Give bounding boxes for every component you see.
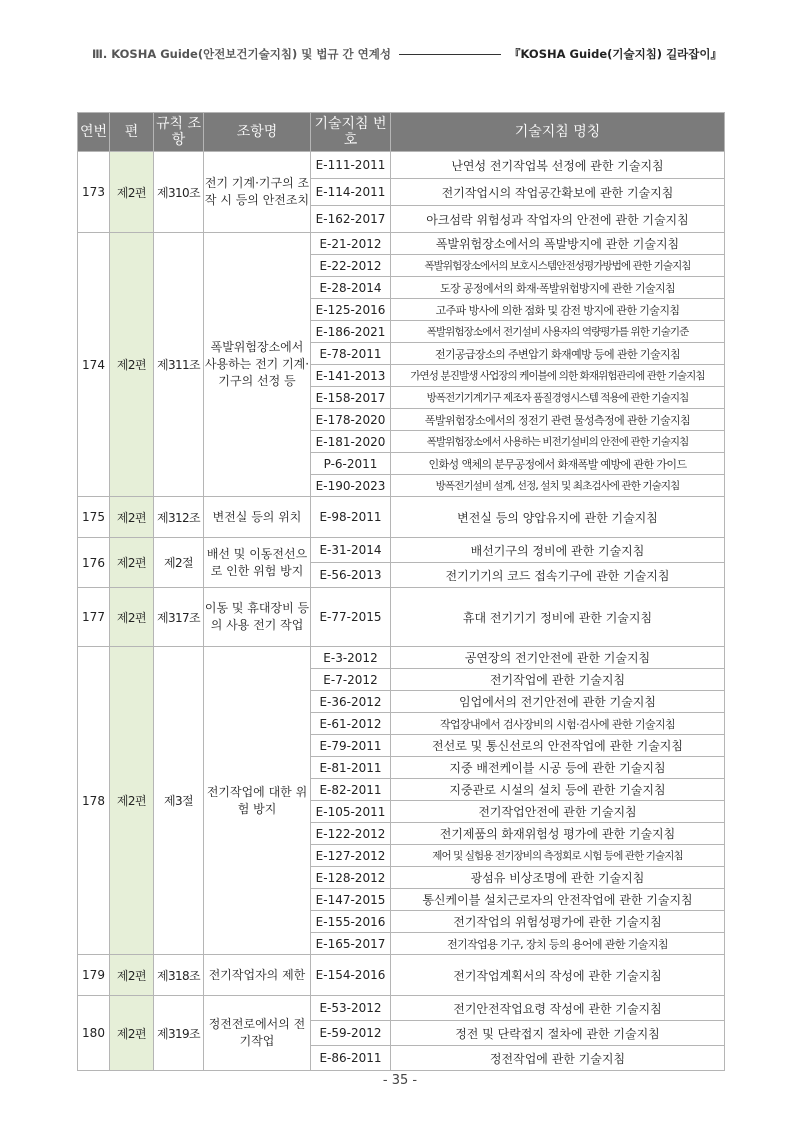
guide-name: 작업장내에서 검사장비의 시험·검사에 관한 기술지침 (391, 713, 725, 735)
col-header-name: 기술지침 명칭 (391, 113, 725, 152)
guide-name: 전선로 및 통신선로의 안전작업에 관한 기술지침 (391, 735, 725, 757)
guide-code: E-77-2015 (311, 588, 391, 647)
table-row (78, 955, 725, 996)
col-header-article: 규칙 조항 (154, 113, 204, 152)
group-article: 제310조 (154, 152, 204, 233)
guide-code: E-7-2012 (311, 669, 391, 691)
group-part: 제2편 (110, 233, 154, 497)
guide-name: 가연성 분진발생 사업장의 케이블에 의한 화재위험관리에 관한 기술지침 (391, 365, 725, 387)
guide-name: 전기작업의 위험성평가에 관한 기술지침 (391, 911, 725, 933)
guide-name: 휴대 전기기기 정비에 관한 기술지침 (391, 588, 725, 647)
group-no: 179 (78, 955, 110, 996)
guide-code: E-21-2012 (311, 233, 391, 255)
group-title: 배선 및 이동전선으로 인한 위험 방지 (204, 538, 311, 588)
guide-name: 인화성 액체의 분무공정에서 화재폭발 예방에 관한 가이드 (391, 453, 725, 475)
guide-name: 폭발위험장소에서의 정전기 관련 물성측정에 관한 기술지침 (391, 409, 725, 431)
guide-name: 전기제품의 화재위험성 평가에 관한 기술지침 (391, 823, 725, 845)
guide-name: 전기작업에 관한 기술지침 (391, 669, 725, 691)
group-no: 176 (78, 538, 110, 588)
guide-code: E-125-2016 (311, 299, 391, 321)
guide-name: 폭발위험장소에서의 폭발방지에 관한 기술지침 (391, 233, 725, 255)
col-header-part: 편 (110, 113, 154, 152)
group-article: 제312조 (154, 497, 204, 538)
guide-name: 정전작업에 관한 기술지침 (391, 1046, 725, 1071)
guide-code: E-122-2012 (311, 823, 391, 845)
guide-code: E-111-2011 (311, 152, 391, 179)
guide-code: E-155-2016 (311, 911, 391, 933)
group-no: 173 (78, 152, 110, 233)
table-row (78, 497, 725, 538)
group-no: 178 (78, 647, 110, 955)
guide-code: E-141-2013 (311, 365, 391, 387)
guide-code: E-81-2011 (311, 757, 391, 779)
group-article: 제311조 (154, 233, 204, 497)
guide-name: 도장 공정에서의 화재·폭발위험방지에 관한 기술지침 (391, 277, 725, 299)
group-article: 제317조 (154, 588, 204, 647)
running-header (92, 46, 722, 62)
guide-table (77, 112, 725, 1071)
col-header-title: 조항명 (204, 113, 311, 152)
guide-code: E-105-2011 (311, 801, 391, 823)
table-row (78, 538, 725, 563)
guide-code: E-165-2017 (311, 933, 391, 955)
guide-name: 배선기구의 정비에 관한 기술지침 (391, 538, 725, 563)
guide-name: 폭발위험장소에서 사용하는 비전기설비의 안전에 관한 기술지침 (391, 431, 725, 453)
guide-code: E-3-2012 (311, 647, 391, 669)
guide-code: E-158-2017 (311, 387, 391, 409)
header-rule (399, 54, 501, 55)
guide-name: 방폭전기기계기구 제조자 품질경영시스템 적용에 관한 기술지침 (391, 387, 725, 409)
guide-code: E-31-2014 (311, 538, 391, 563)
guide-code: E-53-2012 (311, 996, 391, 1021)
guide-name: 전기공급장소의 주변압기 화재예방 등에 관한 기술지침 (391, 343, 725, 365)
guide-code: E-28-2014 (311, 277, 391, 299)
group-title: 변전실 등의 위치 (204, 497, 311, 538)
group-part: 제2편 (110, 647, 154, 955)
group-part: 제2편 (110, 497, 154, 538)
group-part: 제2편 (110, 538, 154, 588)
guide-name: 제어 및 실험용 전기장비의 측정회로 시험 등에 관한 기술지침 (391, 845, 725, 867)
guide-name: 통신케이블 설치근로자의 안전작업에 관한 기술지침 (391, 889, 725, 911)
guide-name: 폭발위험장소에서 전기설비 사용자의 역량평가를 위한 기술기준 (391, 321, 725, 343)
group-part: 제2편 (110, 996, 154, 1071)
group-no: 180 (78, 996, 110, 1071)
col-header-no: 연번 (78, 113, 110, 152)
table-row (78, 588, 725, 647)
guide-name: 폭발위험장소에서의 보호시스템안전성평가방법에 관한 기술지침 (391, 255, 725, 277)
header-chapter-title: Ⅲ. KOSHA Guide(안전보건기술지침) 및 법규 간 연계성 (92, 47, 391, 61)
guide-name: 전기작업안전에 관한 기술지침 (391, 801, 725, 823)
guide-code: E-56-2013 (311, 563, 391, 588)
guide-code: P-6-2011 (311, 453, 391, 475)
group-title: 이동 및 휴대장비 등의 사용 전기 작업 (204, 588, 311, 647)
group-title: 폭발위험장소에서 사용하는 전기 기계·기구의 선정 등 (204, 233, 311, 497)
guide-code: E-86-2011 (311, 1046, 391, 1071)
group-part: 제2편 (110, 152, 154, 233)
group-article: 제319조 (154, 996, 204, 1071)
guide-name: 변전실 등의 양압유지에 관한 기술지침 (391, 497, 725, 538)
group-title: 전기작업에 대한 위험 방지 (204, 647, 311, 955)
table-row (78, 996, 725, 1021)
header-book-title: 『KOSHA Guide(기술지침) 길라잡이』 (509, 47, 722, 61)
guide-name: 전기작업시의 작업공간확보에 관한 기술지침 (391, 179, 725, 206)
guide-name: 지중관로 시설의 설치 등에 관한 기술지침 (391, 779, 725, 801)
guide-name: 난연성 전기작업복 선정에 관한 기술지침 (391, 152, 725, 179)
guide-code: E-61-2012 (311, 713, 391, 735)
guide-name: 방폭전기설비 설계, 선정, 설치 및 최초검사에 관한 기술지침 (391, 475, 725, 497)
group-no: 174 (78, 233, 110, 497)
table-row (78, 647, 725, 669)
guide-code: E-114-2011 (311, 179, 391, 206)
group-title: 전기 기계·기구의 조작 시 등의 안전조치 (204, 152, 311, 233)
guide-code: E-154-2016 (311, 955, 391, 996)
guide-name: 아크섬락 위험성과 작업자의 안전에 관한 기술지침 (391, 206, 725, 233)
group-no: 177 (78, 588, 110, 647)
group-no: 175 (78, 497, 110, 538)
guide-code: E-178-2020 (311, 409, 391, 431)
guide-name: 전기기기의 코드 접속기구에 관한 기술지침 (391, 563, 725, 588)
guide-code: E-147-2015 (311, 889, 391, 911)
table-row (78, 152, 725, 179)
guide-name: 전기작업용 기구, 장치 등의 용어에 관한 기술지침 (391, 933, 725, 955)
guide-code: E-128-2012 (311, 867, 391, 889)
guide-code: E-186-2021 (311, 321, 391, 343)
page-number: - 35 - (382, 1073, 418, 1088)
group-article: 제2절 (154, 538, 204, 588)
guide-code: E-59-2012 (311, 1021, 391, 1046)
guide-name: 정전 및 단락접지 절차에 관한 기술지침 (391, 1021, 725, 1046)
group-part: 제2편 (110, 588, 154, 647)
guide-code: E-127-2012 (311, 845, 391, 867)
group-part: 제2편 (110, 955, 154, 996)
guide-code: E-82-2011 (311, 779, 391, 801)
guide-code: E-98-2011 (311, 497, 391, 538)
table-row (78, 233, 725, 255)
guide-code: E-162-2017 (311, 206, 391, 233)
guide-code: E-36-2012 (311, 691, 391, 713)
guide-name: 공연장의 전기안전에 관한 기술지침 (391, 647, 725, 669)
group-article: 제318조 (154, 955, 204, 996)
guide-name: 전기안전작업요령 작성에 관한 기술지침 (391, 996, 725, 1021)
guide-name: 전기작업계획서의 작성에 관한 기술지침 (391, 955, 725, 996)
guide-name: 지중 배전케이블 시공 등에 관한 기술지침 (391, 757, 725, 779)
group-title: 전기작업자의 제한 (204, 955, 311, 996)
guide-name: 고주파 방사에 의한 점화 및 감전 방지에 관한 기술지침 (391, 299, 725, 321)
guide-name: 광섬유 비상조명에 관한 기술지침 (391, 867, 725, 889)
group-article: 제3절 (154, 647, 204, 955)
col-header-code: 기술지침 번호 (311, 113, 391, 152)
guide-code: E-22-2012 (311, 255, 391, 277)
guide-code: E-190-2023 (311, 475, 391, 497)
table-body (78, 152, 725, 1071)
table-header-row (78, 113, 725, 152)
group-title: 정전전로에서의 전기작업 (204, 996, 311, 1071)
guide-code: E-79-2011 (311, 735, 391, 757)
guide-code: E-181-2020 (311, 431, 391, 453)
guide-code: E-78-2011 (311, 343, 391, 365)
guide-name: 임업에서의 전기안전에 관한 기술지침 (391, 691, 725, 713)
